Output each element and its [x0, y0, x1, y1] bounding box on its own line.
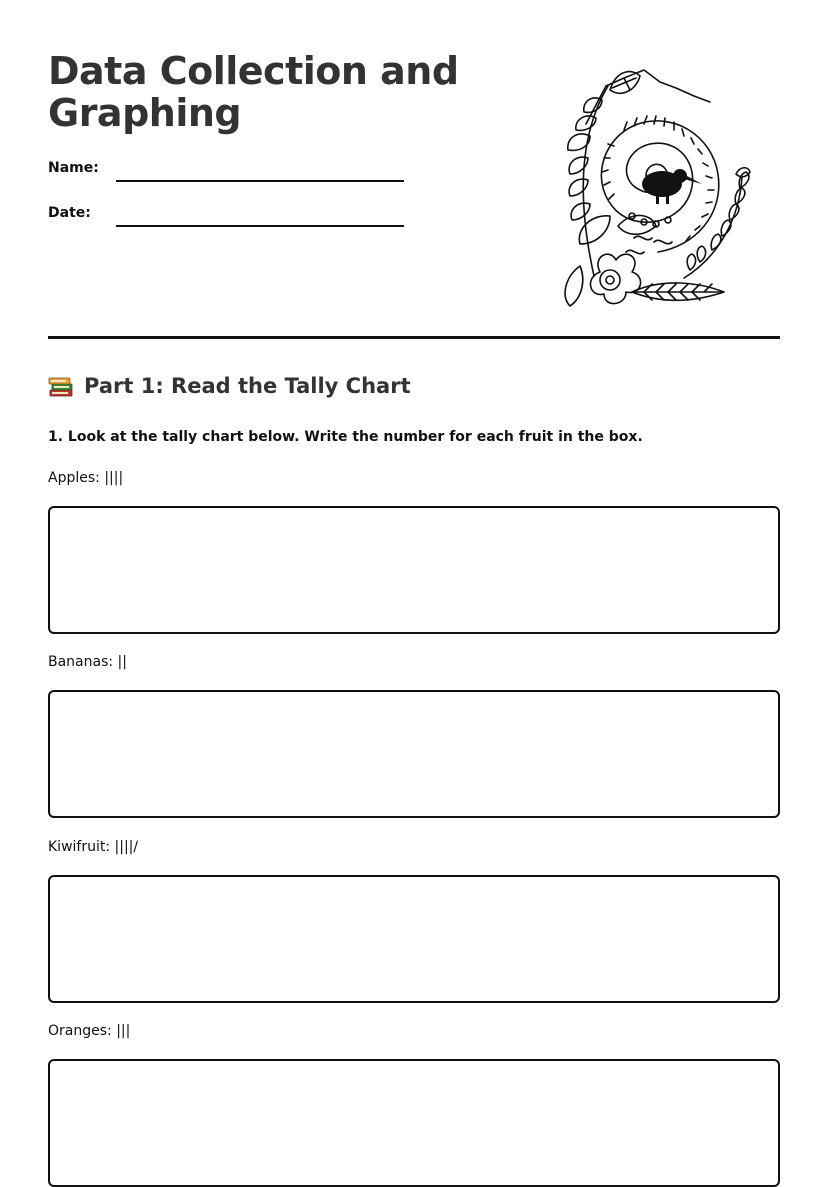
date-field[interactable] [116, 225, 404, 227]
question-label: Kiwifruit: ||||/ [48, 839, 139, 855]
question-kiwifruit [48, 837, 780, 1003]
books-icon [48, 374, 74, 398]
answer-box-kiwifruit[interactable] [48, 875, 780, 1003]
question-label: Apples: |||| [48, 470, 124, 486]
kiwi-fern-illustration [514, 66, 754, 316]
name-field-row [48, 158, 408, 186]
answer-box-oranges[interactable] [48, 1059, 780, 1187]
answer-box-apples[interactable] [48, 506, 780, 634]
worksheet-page [48, 0, 780, 1039]
question-oranges [48, 1021, 780, 1187]
date-field-row [48, 203, 408, 231]
date-label: Date: [48, 205, 91, 221]
name-field[interactable] [116, 180, 404, 182]
page-title: Data Collection and Graphing [48, 49, 459, 135]
section-title-text: Part 1: Read the Tally Chart [84, 374, 411, 398]
question-label: Oranges: ||| [48, 1023, 131, 1039]
header-divider [48, 336, 780, 339]
question-apples [48, 468, 780, 634]
name-label: Name: [48, 160, 99, 176]
question-label: Bananas: || [48, 654, 127, 670]
section-title [48, 374, 411, 398]
instruction-text: 1. Look at the tally chart below. Write the number for each fruit in the box. [48, 429, 643, 445]
question-bananas [48, 652, 780, 818]
worksheet-header [48, 0, 780, 445]
answer-box-bananas[interactable] [48, 690, 780, 818]
